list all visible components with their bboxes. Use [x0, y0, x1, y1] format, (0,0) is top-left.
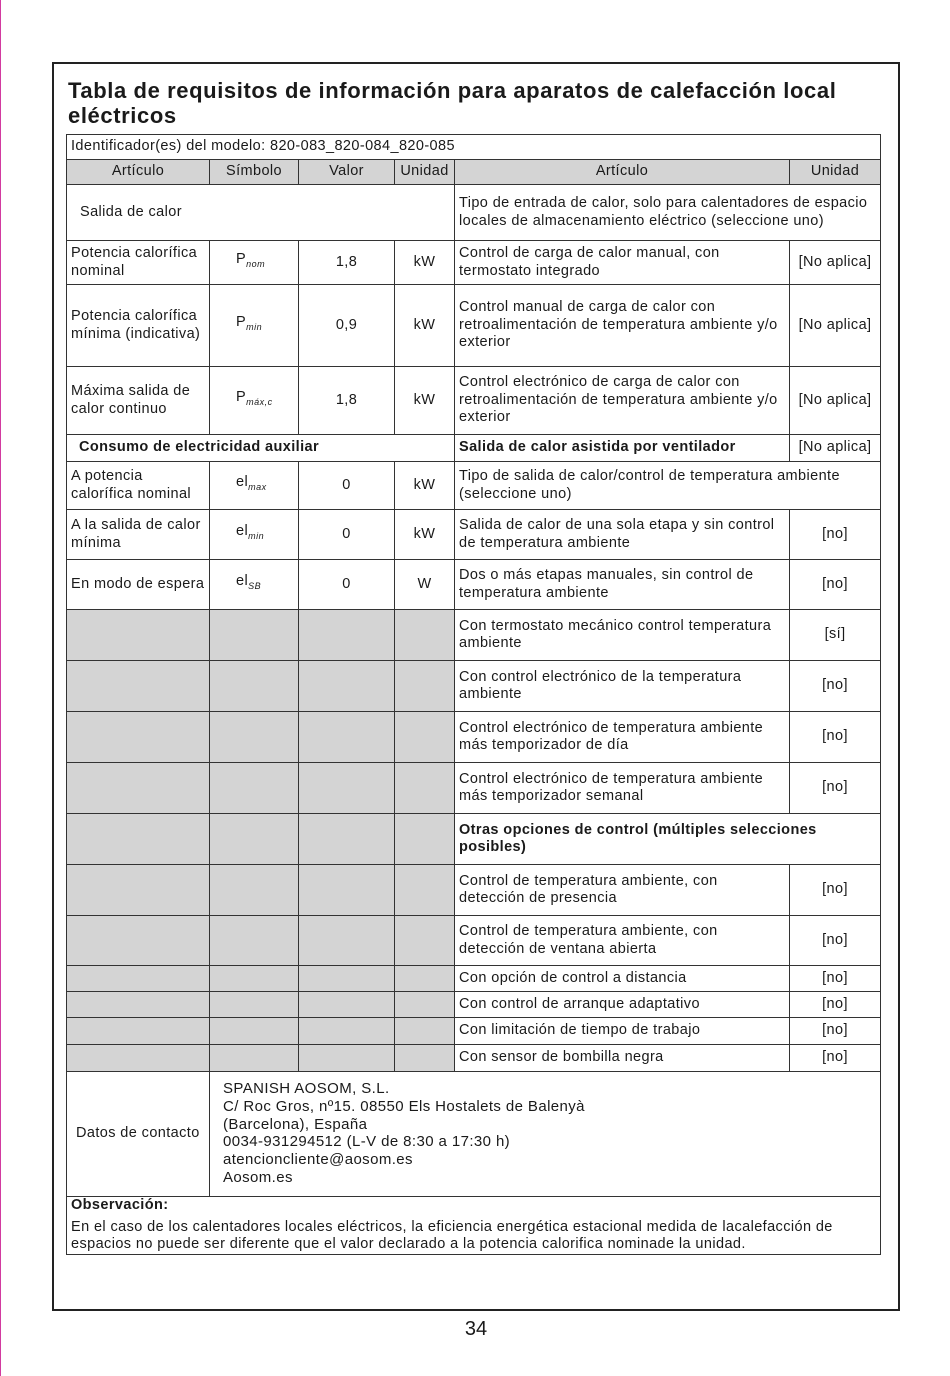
grey-cell: [67, 1018, 210, 1045]
grey-cell: [299, 763, 395, 814]
row-symbol: $el_{min}$: [210, 510, 299, 560]
grey-cell: [210, 610, 299, 661]
aux-consumption-label: Consumo de electricidad auxiliar: [67, 435, 455, 462]
grey-cell: [210, 712, 299, 763]
row-right-unit: [sí]: [790, 610, 881, 661]
table-row: [67, 610, 881, 661]
row-right-label: Control de carga de calor manual, con termostato integrado: [455, 241, 790, 285]
grey-cell: [299, 1045, 395, 1072]
table-row: [67, 763, 881, 814]
table-row: [67, 1018, 881, 1045]
row-right-label: Con control electrónico de la temperatura ambiente: [455, 661, 790, 712]
row-unit: kW: [395, 462, 455, 510]
table-row: [67, 865, 881, 916]
requirements-table: [66, 134, 881, 1255]
row-symbol: $P_{nom}$: [210, 241, 299, 285]
grey-cell: [395, 865, 455, 916]
row-right-label: Salida de calor de una sola etapa y sin control de temperatura ambiente: [455, 510, 790, 560]
table-row: [67, 916, 881, 966]
contact-website: Aosom.es: [223, 1168, 293, 1186]
grey-cell: [67, 865, 210, 916]
grey-cell: [299, 865, 395, 916]
row-value: 1,8: [299, 241, 395, 285]
table-row: [67, 241, 881, 285]
row-right-unit: [no]: [790, 763, 881, 814]
table-row: [67, 966, 881, 992]
row-right-unit: [no]: [790, 560, 881, 610]
grey-cell: [395, 712, 455, 763]
row-right-label: Con opción de control a distancia: [455, 966, 790, 992]
table-row: [67, 510, 881, 560]
table-row: [67, 1045, 881, 1072]
table-row: [67, 560, 881, 610]
grey-cell: [67, 610, 210, 661]
table-row: [67, 462, 881, 510]
row-right-label: Con control de arranque adaptativo: [455, 992, 790, 1018]
grey-cell: [67, 916, 210, 966]
grey-cell: [67, 992, 210, 1018]
table-row: [67, 814, 881, 865]
observation-title: Observación:: [71, 1197, 169, 1213]
row-symbol: $P_{min}$: [210, 285, 299, 367]
heat-output-type-label: Tipo de salida de calor/control de temperatura ambiente (seleccione uno): [455, 462, 881, 510]
row-unit: kW: [395, 241, 455, 285]
row-unit: W: [395, 560, 455, 610]
grey-cell: [299, 1018, 395, 1045]
row-right-unit: [no]: [790, 1045, 881, 1072]
observation: [67, 1197, 881, 1255]
fan-assisted-label: Salida de calor asistida por ventilador: [455, 435, 790, 462]
grey-cell: [67, 966, 210, 992]
row-right-label: Control electrónico de temperatura ambiente más temporizador de día: [455, 712, 790, 763]
row-label: A potencia calorífica nominal: [67, 462, 210, 510]
grey-cell: [299, 712, 395, 763]
header-articulo: Artículo: [67, 160, 210, 185]
row-right-label: Control manual de carga de calor con retroalimentación de temperatura ambiente y/o exterior: [455, 285, 790, 367]
row-right-unit: [No aplica]: [790, 241, 881, 285]
contact-address: C/ Roc Gros, nº15. 08550 Els Hostalets de Balenyà: [223, 1097, 585, 1115]
row-value: 0: [299, 462, 395, 510]
grey-cell: [210, 916, 299, 966]
row-right-label: Con limitación de tiempo de trabajo: [455, 1018, 790, 1045]
grey-cell: [210, 992, 299, 1018]
table-row: [67, 285, 881, 367]
row-right-unit: [no]: [790, 661, 881, 712]
row-symbol: $el_{SB}$: [210, 560, 299, 610]
heat-input-type-label: Tipo de entrada de calor, solo para calentadores de espacio locales de almacenamiento eléctrico (seleccione uno): [455, 185, 881, 241]
row-label: Potencia calorífica mínima (indicativa): [67, 285, 210, 367]
contact-row: [67, 1072, 881, 1197]
grey-cell: [210, 814, 299, 865]
header-unidad: Unidad: [395, 160, 455, 185]
contact-company: SPANISH AOSOM, S.L.: [223, 1080, 390, 1097]
grey-cell: [299, 814, 395, 865]
contact-email: atencioncliente@aosom.es: [223, 1151, 413, 1169]
row-label: Potencia calorífica nominal: [67, 241, 210, 285]
grey-cell: [210, 865, 299, 916]
grey-cell: [210, 966, 299, 992]
row-right-unit: [no]: [790, 966, 881, 992]
grey-cell: [395, 992, 455, 1018]
row-right-unit: [No aplica]: [790, 285, 881, 367]
row-right-unit: [no]: [790, 916, 881, 966]
header-articulo-right: Artículo: [455, 160, 790, 185]
grey-cell: [299, 966, 395, 992]
row-symbol: $el_{max}$: [210, 462, 299, 510]
grey-cell: [395, 763, 455, 814]
table-row: [67, 661, 881, 712]
row-right-unit: [no]: [790, 1018, 881, 1045]
row-right-label: Dos o más etapas manuales, sin control de temperatura ambiente: [455, 560, 790, 610]
page-number: 34: [464, 1318, 488, 1340]
row-symbol: $P_{máx,c}$: [210, 367, 299, 435]
other-options-label: Otras opciones de control (múltiples selecciones posibles): [455, 814, 881, 865]
contact-details: [210, 1072, 881, 1197]
grey-cell: [210, 1018, 299, 1045]
row-right-label: Con sensor de bombilla negra: [455, 1045, 790, 1072]
row-right-unit: [No aplica]: [790, 367, 881, 435]
table-row: [67, 712, 881, 763]
table-row: [67, 992, 881, 1018]
grey-cell: [299, 661, 395, 712]
contact-city: (Barcelona), España: [223, 1115, 368, 1133]
row-right-label: Control de temperatura ambiente, con detección de presencia: [455, 865, 790, 916]
grey-cell: [395, 661, 455, 712]
row-value: 0,9: [299, 285, 395, 367]
row-unit: kW: [395, 367, 455, 435]
row-label: Máxima salida de calor continuo: [67, 367, 210, 435]
row-right-label: Control electrónico de temperatura ambiente más temporizador semanal: [455, 763, 790, 814]
row-right-unit: [no]: [790, 865, 881, 916]
observation-text: En el caso de los calentadores locales eléctricos, la eficiencia energética estacional medida de lacalefacción de espacios no puede ser diferente que el valor declarado a la potencia calorifica nominade la unidad.: [71, 1218, 833, 1252]
grey-cell: [67, 1045, 210, 1072]
grey-cell: [67, 661, 210, 712]
grey-cell: [299, 610, 395, 661]
grey-cell: [210, 1045, 299, 1072]
row-right-unit: [no]: [790, 510, 881, 560]
grey-cell: [395, 610, 455, 661]
row-value: 0: [299, 510, 395, 560]
contact-phone: 0034-931294512 (L-V de 8:30 a 17:30 h): [223, 1133, 511, 1151]
row-label: En modo de espera: [67, 560, 210, 610]
row-value: 1,8: [299, 367, 395, 435]
page-title: Tabla de requisitos de información para aparatos de calefacción local eléctricos: [68, 78, 837, 128]
row-right-label: Control electrónico de carga de calor con retroalimentación de temperatura ambiente y/o exterior: [455, 367, 790, 435]
contact-label: Datos de contacto: [67, 1072, 210, 1197]
table-row: [67, 367, 881, 435]
grey-cell: [395, 966, 455, 992]
heat-output-label: Salida de calor: [67, 185, 455, 241]
grey-cell: [395, 1018, 455, 1045]
row-value: 0: [299, 560, 395, 610]
grey-cell: [67, 814, 210, 865]
header-simbolo: Símbolo: [210, 160, 299, 185]
row-unit: kW: [395, 285, 455, 367]
grey-cell: [395, 1045, 455, 1072]
grey-cell: [395, 916, 455, 966]
header-unidad-right: Unidad: [790, 160, 881, 185]
row-right-unit: [no]: [790, 992, 881, 1018]
grey-cell: [67, 712, 210, 763]
row-right-label: Con termostato mecánico control temperatura ambiente: [455, 610, 790, 661]
row-unit: kW: [395, 510, 455, 560]
row-right-unit: [no]: [790, 712, 881, 763]
grey-cell: [210, 661, 299, 712]
model-identifier: Identificador(es) del modelo: 820-083_820-084_820-085: [67, 135, 881, 160]
grey-cell: [210, 763, 299, 814]
fan-assisted-unit: [No aplica]: [790, 435, 881, 462]
grey-cell: [67, 763, 210, 814]
observation-row: [67, 1197, 881, 1255]
row-right-label: Control de temperatura ambiente, con detección de ventana abierta: [455, 916, 790, 966]
row-label: A la salida de calor mínima: [67, 510, 210, 560]
header-valor: Valor: [299, 160, 395, 185]
grey-cell: [299, 916, 395, 966]
grey-cell: [299, 992, 395, 1018]
grey-cell: [395, 814, 455, 865]
